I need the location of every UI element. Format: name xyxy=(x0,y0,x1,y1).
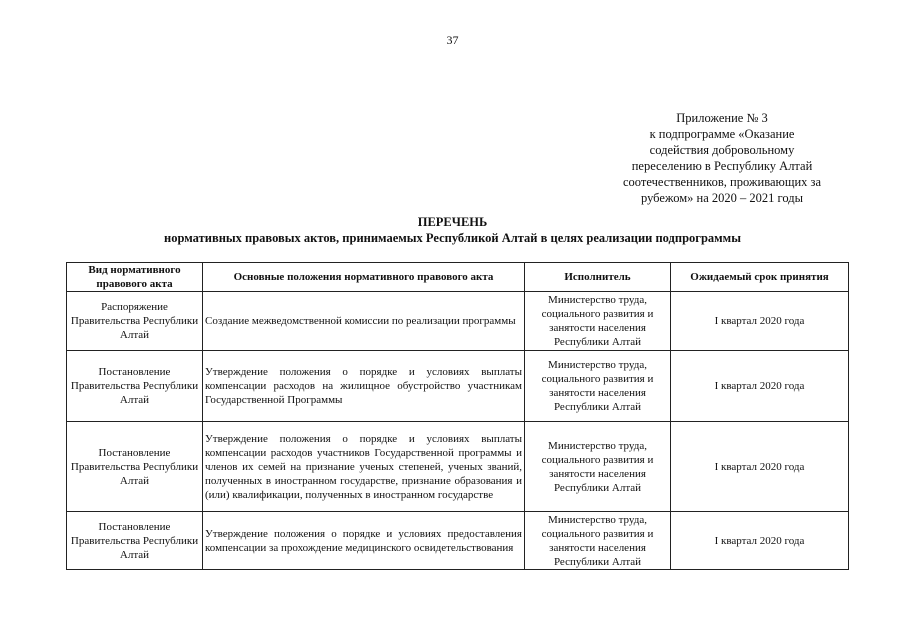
cell-provision: Утверждение положения о порядке и условиях предоставления компенсации за прохождение медицинского освидетельствования xyxy=(203,512,525,570)
header-deadline: Ожидаемый срок принятия xyxy=(671,263,849,292)
cell-provision: Утверждение положения о порядке и условиях выплаты компенсации расходов участников Государственной программы и членов их семей на признание ученых степеней, ученых званий, полученных в иностранном государстве, признание образования и (или) квалификации, полученных в иностранном государстве xyxy=(203,422,525,512)
document-title xyxy=(0,214,905,246)
header-provisions: Основные положения нормативного правового акта xyxy=(203,263,525,292)
appendix-note xyxy=(592,110,852,206)
cell-deadline: I квартал 2020 года xyxy=(671,422,849,512)
table-row xyxy=(67,351,849,422)
header-act-type: Вид нормативного правового акта xyxy=(67,263,203,292)
cell-act-type: Постановление Правительства Республики Алтай xyxy=(67,422,203,512)
cell-executor: Министерство труда, социального развития и занятости населения Республики Алтай xyxy=(525,351,671,422)
table-row xyxy=(67,512,849,570)
cell-executor: Министерство труда, социального развития и занятости населения Республики Алтай xyxy=(525,422,671,512)
page-number: 37 xyxy=(446,33,459,47)
title-main: ПЕРЕЧЕНЬ xyxy=(417,215,488,229)
title-subtitle: нормативных правовых актов, принимаемых Республикой Алтай в целях реализации подпрограммы xyxy=(164,231,741,245)
appendix-line: переселению в Республику Алтай xyxy=(631,159,813,173)
header-executor: Исполнитель xyxy=(525,263,671,292)
cell-provision: Утверждение положения о порядке и условиях выплаты компенсации расходов на жилищное обустройство участникам Государственной Программы xyxy=(203,351,525,422)
cell-deadline: I квартал 2020 года xyxy=(671,351,849,422)
table-row xyxy=(67,422,849,512)
cell-deadline: I квартал 2020 года xyxy=(671,292,849,351)
appendix-line: соотечественников, проживающих за xyxy=(622,175,822,189)
cell-provision: Создание межведомственной комиссии по реализации программы xyxy=(203,292,525,351)
appendix-line: к подпрограмме «Оказание xyxy=(649,127,795,141)
cell-act-type: Распоряжение Правительства Республики Алтай xyxy=(67,292,203,351)
table-row xyxy=(67,292,849,351)
legal-acts-table xyxy=(66,262,849,570)
cell-executor: Министерство труда, социального развития и занятости населения Республики Алтай xyxy=(525,512,671,570)
appendix-line: рубежом» на 2020 – 2021 годы xyxy=(641,191,803,205)
cell-act-type: Постановление Правительства Республики Алтай xyxy=(67,351,203,422)
appendix-line: содействия добровольному xyxy=(649,143,795,157)
cell-deadline: I квартал 2020 года xyxy=(671,512,849,570)
table-header-row xyxy=(67,263,849,292)
appendix-line: Приложение № 3 xyxy=(676,111,768,125)
cell-executor: Министерство труда, социального развития и занятости населения Республики Алтай xyxy=(525,292,671,351)
cell-act-type: Постановление Правительства Республики Алтай xyxy=(67,512,203,570)
